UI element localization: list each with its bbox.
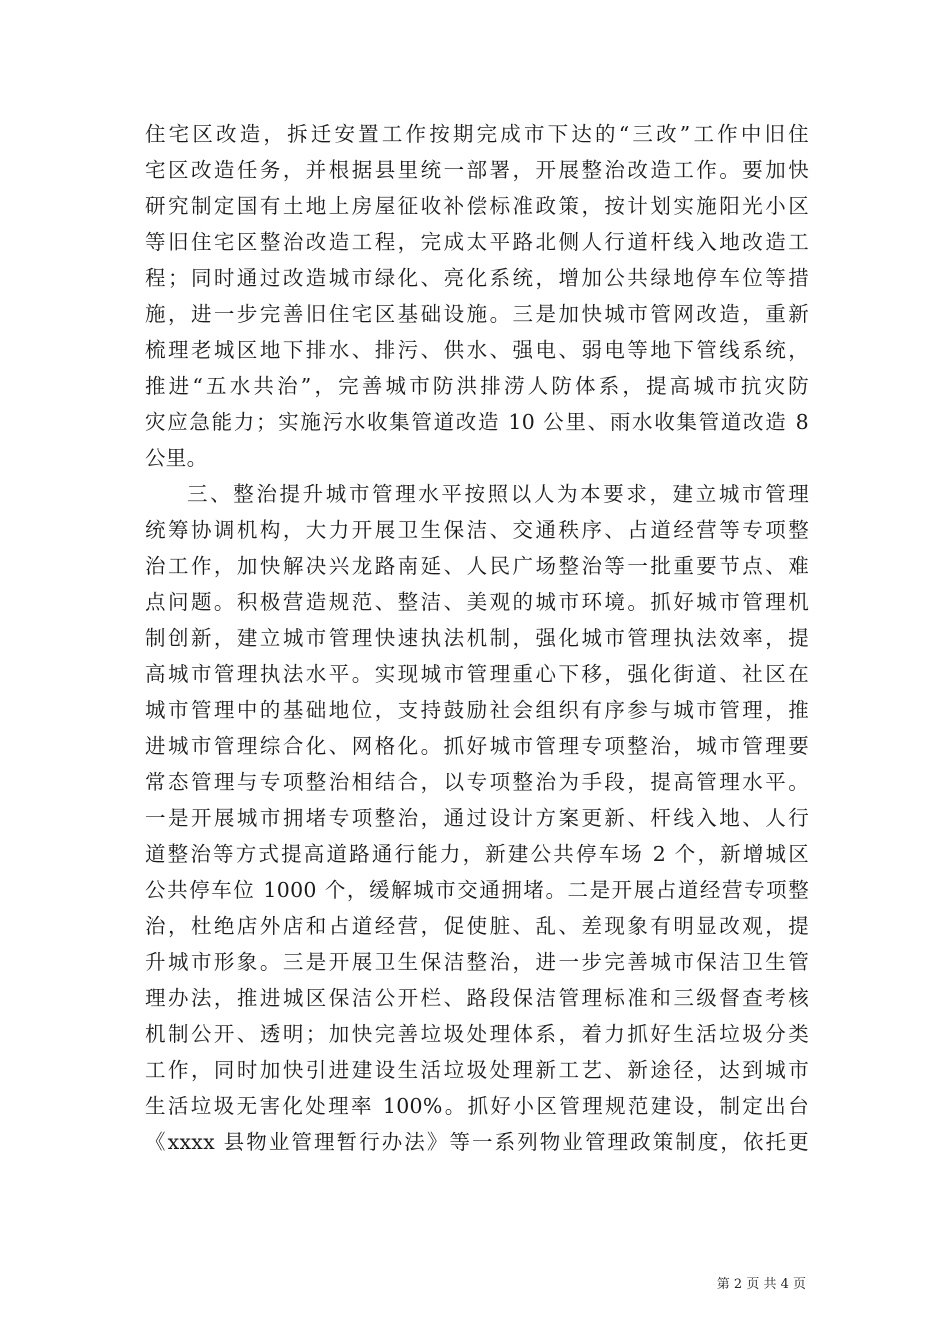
text-line: 灾应急能力；实施污水收集管道改造 10 公里、雨水收集管道改造 8	[145, 410, 809, 434]
text-line: 常态管理与专项整治相结合，以专项整治为手段，提高管理水平。	[145, 770, 809, 794]
paragraph-1	[145, 116, 809, 476]
text-line: 升城市形象。三是开展卫生保洁整治，进一步完善城市保洁卫生管	[145, 950, 809, 974]
text-line: 治工作，加快解决兴龙路南延、人民广场整治等一批重要节点、难	[145, 554, 809, 578]
text-line: 制创新，建立城市管理快速执法机制，强化城市管理执法效率，提	[145, 626, 809, 650]
text-line: 理办法，推进城区保洁公开栏、路段保洁管理标准和三级督查考核	[145, 986, 809, 1010]
text-line: 机制公开、透明；加快完善垃圾处理体系，着力抓好生活垃圾分类	[145, 1022, 809, 1046]
paragraph-2	[145, 476, 809, 1160]
text-line: 治，杜绝店外店和占道经营，促使脏、乱、差现象有明显改观，提	[145, 914, 809, 938]
text-line: 推进“五水共治”，完善城市防洪排涝人防体系，提高城市抗灾防	[145, 374, 809, 398]
text-line: 住宅区改造，拆迁安置工作按期完成市下达的“三改”工作中旧住	[145, 122, 809, 146]
text-line: 《xxxx 县物业管理暂行办法》等一系列物业管理政策制度，依托更	[145, 1130, 809, 1154]
text-line: 宅区改造任务，并根据县里统一部署，开展整治改造工作。要加快	[145, 158, 809, 182]
text-line: 统筹协调机构，大力开展卫生保洁、交通秩序、占道经营等专项整	[145, 518, 809, 542]
text-line: 梳理老城区地下排水、排污、供水、强电、弱电等地下管线系统，	[145, 338, 809, 362]
text-line: 一是开展城市拥堵专项整治，通过设计方案更新、杆线入地、人行	[145, 806, 809, 830]
text-line: 施，进一步完善旧住宅区基础设施。三是加快城市管网改造，重新	[145, 302, 809, 326]
text-line: 点问题。积极营造规范、整洁、美观的城市环境。抓好城市管理机	[145, 590, 809, 614]
text-line: 公里。	[145, 446, 208, 470]
text-line: 研究制定国有土地上房屋征收补偿标准政策，按计划实施阳光小区	[145, 194, 809, 218]
text-line: 生活垃圾无害化处理率 100%。抓好小区管理规范建设，制定出台	[145, 1094, 809, 1118]
section-heading-line: 三、整治提升城市管理水平按照以人为本要求，建立城市管理	[187, 482, 809, 506]
text-line: 城市管理中的基础地位，支持鼓励社会组织有序参与城市管理，推	[145, 698, 809, 722]
text-line: 等旧住宅区整治改造工程，完成太平路北侧人行道杆线入地改造工	[145, 230, 809, 254]
document-body	[145, 116, 809, 1160]
text-line: 程；同时通过改造城市绿化、亮化系统，增加公共绿地停车位等措	[145, 266, 809, 290]
text-line: 高城市管理执法水平。实现城市管理重心下移，强化街道、社区在	[145, 662, 809, 686]
text-line: 进城市管理综合化、网格化。抓好城市管理专项整治，城市管理要	[145, 734, 809, 758]
text-line: 道整治等方式提高道路通行能力，新建公共停车场 2 个，新增城区	[145, 842, 809, 866]
text-line: 公共停车位 1000 个，缓解城市交通拥堵。二是开展占道经营专项整	[145, 878, 809, 902]
page-number-footer: 第 2 页 共 4 页	[716, 1277, 806, 1292]
text-line: 工作，同时加快引进建设生活垃圾处理新工艺、新途径，达到城市	[145, 1058, 809, 1082]
